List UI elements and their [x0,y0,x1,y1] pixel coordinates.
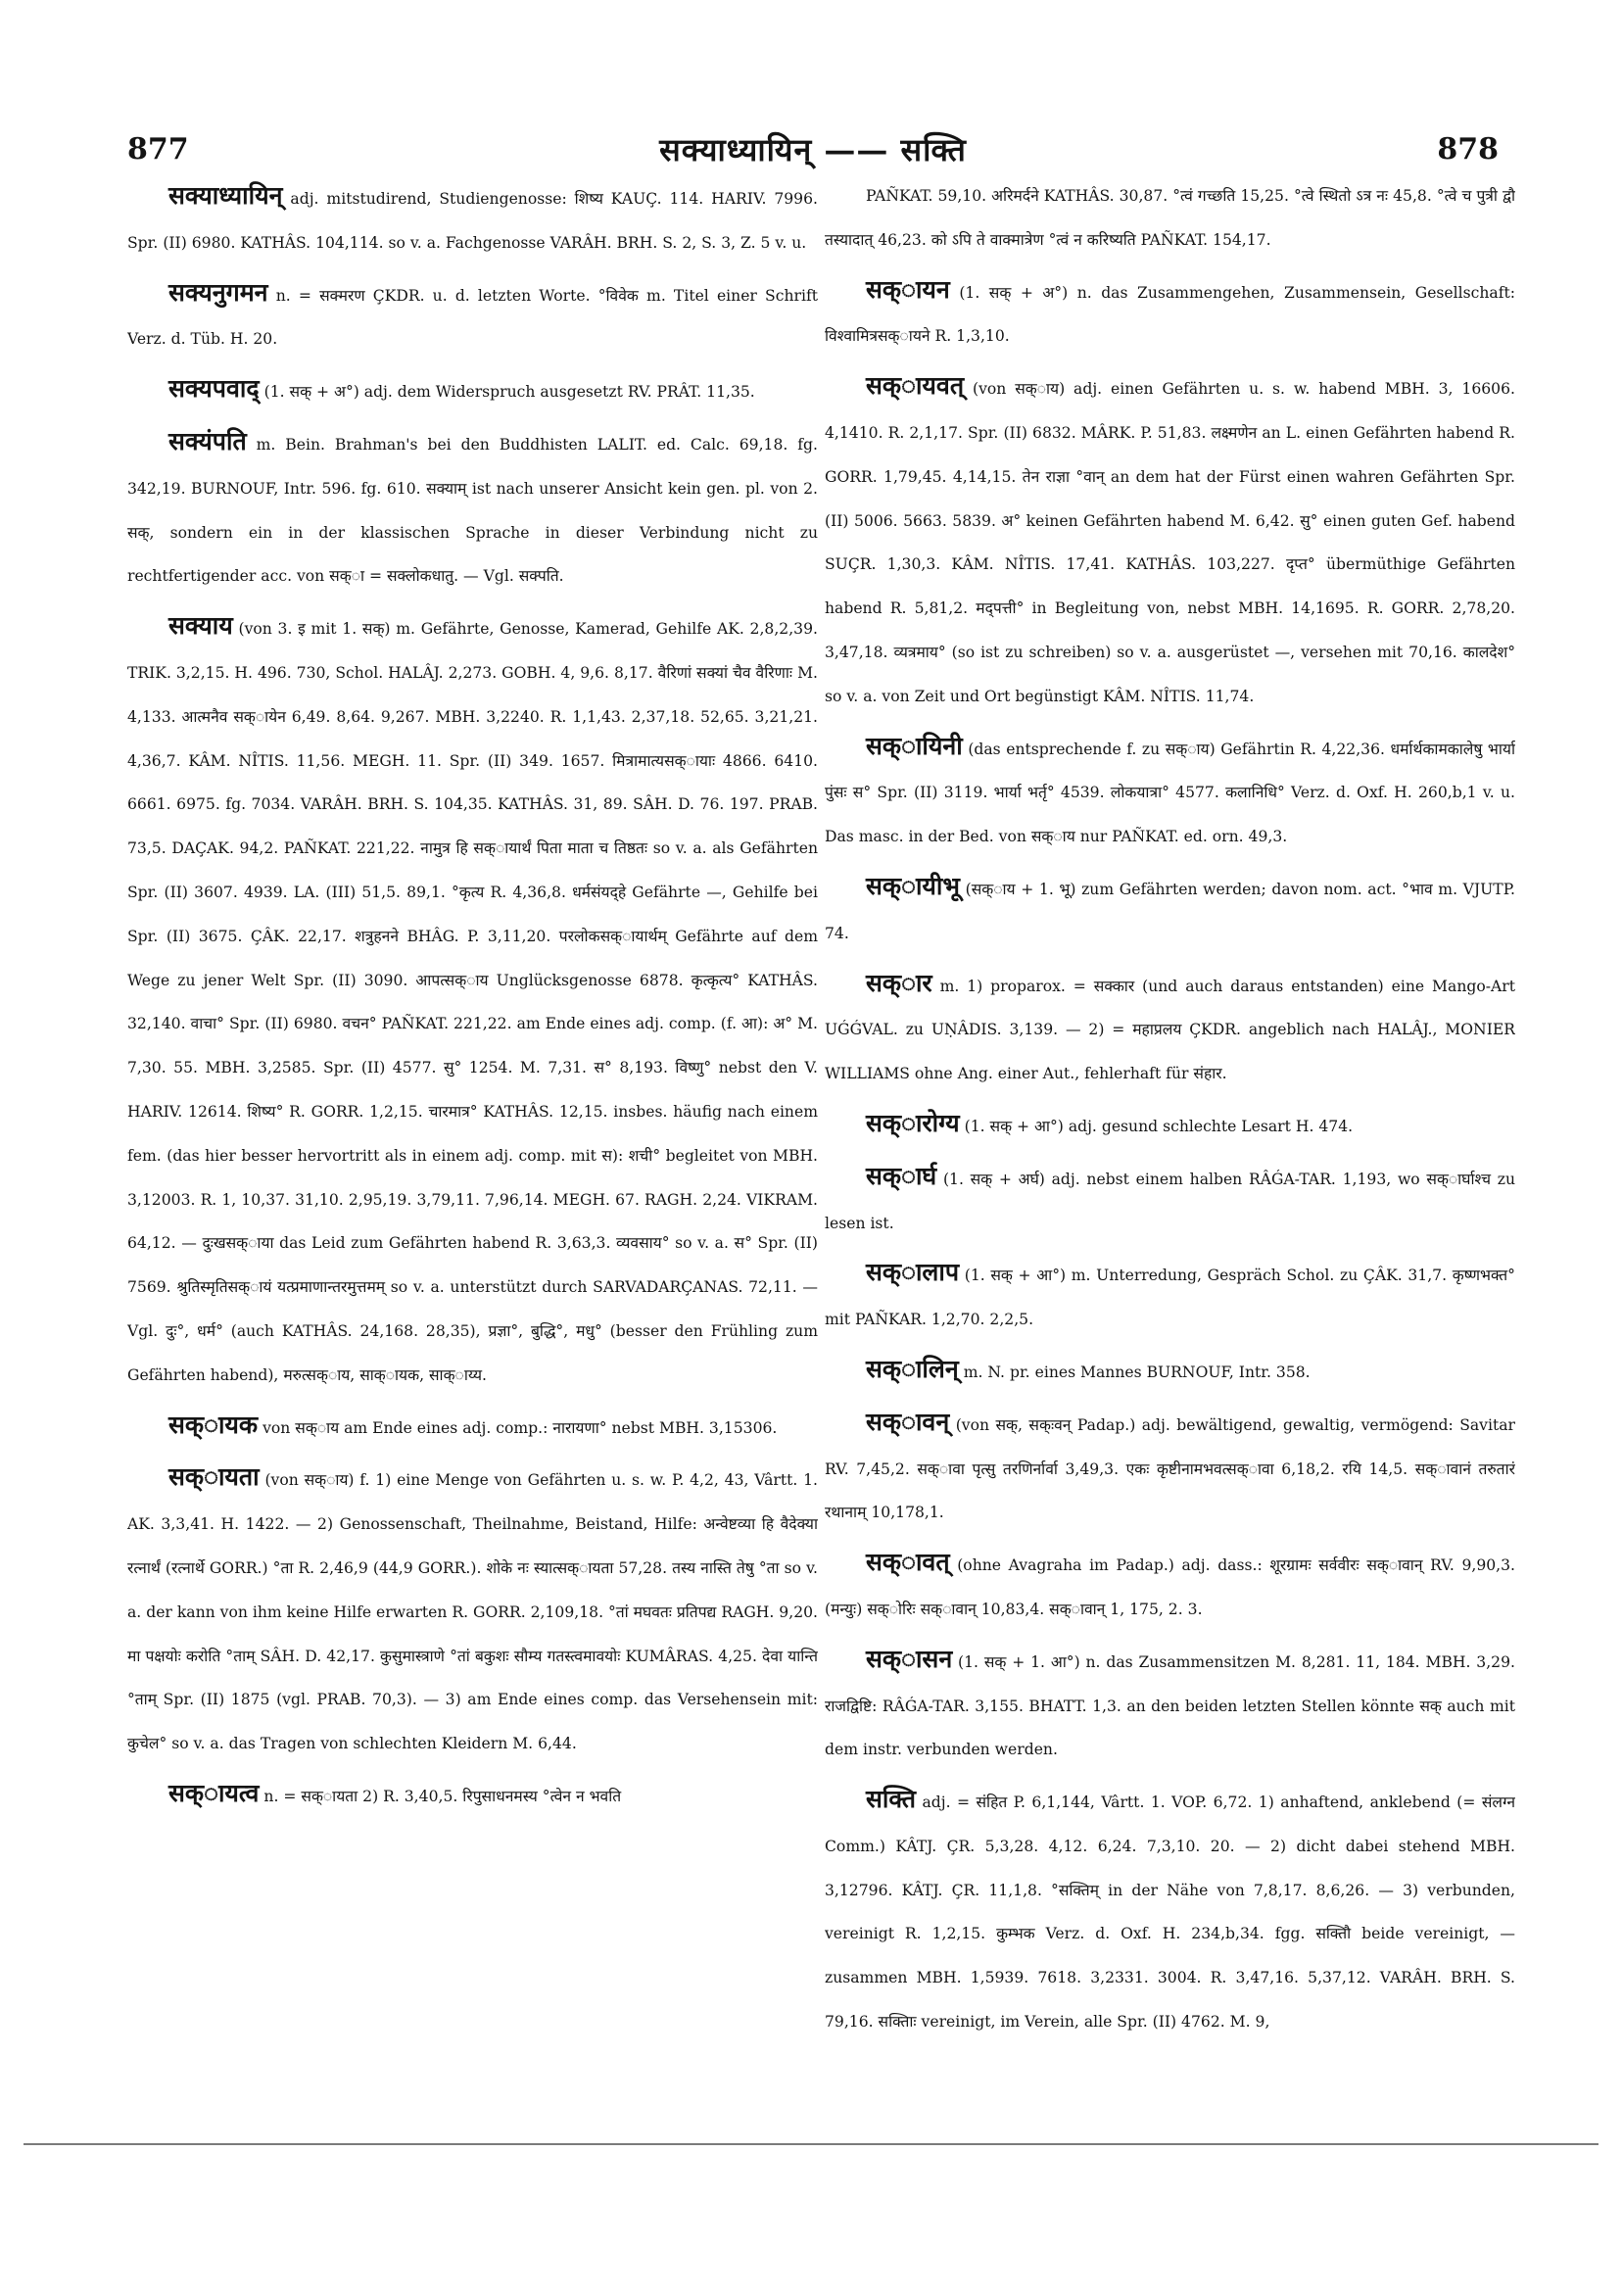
entry-text: adj. = संहित P. 6,1,144, Vârtt. 1. VOP. 6,72. 1) anhaftend, anklebend (= संलग्न Comm.) KÂTJ. ÇR. 5,3,28. 4,12. 6,24. 7,3,10. 20. — 2) dicht dabei stehend MBH. 3,12796. KÂTJ. ÇR. 11,1,8. °सक्तिम् in der Nähe von 7,8,17. 8,6,26. — 3) verbunden, vereinigt R. 1,2,15. कुम्भक Verz. d. Oxf. H. 234,b,34. fgg. सक्तिौ beide vereinigt, — zusammen MBH. 1,5939. 7618. 3,2331. 3004. R. 3,47,16. 5,37,12. VARÂH. BRH. S. 79,16. सक्तिाः vereinigt, im Verein, alle Spr. (II) 4762. M. 9, [825,1794,1515,2032]
dictionary-entry [127,271,818,362]
entry-text: (von सक्ाय) adj. einen Gefährten u. s. w. habend MBH. 3, 16606. 4,1410. R. 2,1,17. Spr. (II) 6832. MÂRK. P. 51,83. लक्ष्मणेन an L. einen Gefährten habend R. GORR. 1,79,45. 4,14,15. तेन राज्ञा °वान् an dem hat der Fürst einen wahren Gefährten Spr. (II) 5006. 5663. 5839. अ° keinen Gefährten habend M. 6,42. सु° einen guten Gef. habend SUÇR. 1,30,3. KÂM. NÎTIS. 17,41. KATHÂS. 103,227. दृप्त° übermüthige Gefährten habend R. 5,81,2. मद्पत्ती° in Begleitung von, nebst MBH. 14,1695. R. GORR. 2,78,20. 3,47,18. व्यत्रमाय° (so ist zu schreiben) so v. a. ausgerüstet —, versehen mit 70,16. कालदेश° so v. a. von Zeit und Ort begünstigt KÂM. NÎTIS. 11,74. [825,380,1515,705]
dictionary-entry [825,725,1515,859]
entry-text: (1. सक् + अर्घ) adj. nebst einem halben RÂǴA-TAR. 1,193, wo सक्ार्घाश्च zu lesen ist. [825,1170,1515,1232]
dictionary-entry [825,1541,1515,1632]
dictionary-entry [825,1638,1515,1772]
entry-text: n. = सक्ायता 2) R. 3,40,5. रिपुसाधनमस्य °त्वेन न भवति [263,1787,622,1805]
entry-headword: सक्ायवत् [866,371,965,401]
entry-headword: सक्ारोग्य [866,1108,960,1137]
entry-headword: सक्ालाप [866,1258,960,1287]
page-header [127,125,1499,172]
entry-headword: सक्याध्यायिन् [168,181,283,210]
entry-text: (1. सक् + अ°) n. das Zusammengehen, Zusammensein, Gesellschaft: विश्वामित्रसक्ायने R. 1,3,10. [825,283,1515,346]
entry-headword: सक्ासन [866,1644,953,1673]
entry-text: (von सक्, सक्ःवन् Padap.) adj. bewältigend, gewaltig, vermögend: Savitar RV. 7,45,2. सक्ावा पृत्सु तरणिर्नार्वा 3,49,3. एकः कृष्टीनामभवत्सक्ावा 6,18,2. रयि 14,5. सक्ावानं तरुतारं रथानाम् 10,178,1. [825,1415,1515,1522]
entry-headword: सक्यपवाद् [168,374,260,404]
dictionary-entry [825,865,1515,956]
dictionary-entry [825,1102,1515,1149]
dictionary-entry [825,962,1515,1096]
dictionary-entry [825,1251,1515,1342]
dictionary-entry [825,1778,1515,2044]
entry-text: m. N. pr. eines Mannes BURNOUF, Intr. 358. [963,1363,1311,1381]
dictionary-entry [127,1404,818,1451]
entry-headword: सक्ायन [866,274,950,304]
entry-headword: सक्ायिनी [866,731,963,760]
entry-headword: सक्ायता [168,1462,260,1492]
left-column [127,174,818,2075]
dictionary-entry [825,268,1515,359]
entry-text: PAÑKAT. 59,10. अरिमर्दने KATHÂS. 30,87. °त्वं गच्छति 15,25. °त्वे स्थितो ऽत्र नः 45,8. °त्वे च पुत्री द्वौ तस्यादात् 46,23. को ऽपि ते वाक्मात्रेण °त्वं न करिष्यति PAÑKAT. 154,17. [825,187,1515,249]
entry-text: n. = सक्मरण ÇKDR. u. d. letzten Worte. °विवेक m. Titel einer Schrift Verz. d. Tüb. H. 20. [127,286,818,349]
entry-headword: सक्ति [866,1785,917,1814]
dictionary-entry [127,1772,818,1819]
entry-headword: सक्ार [866,968,932,997]
entry-text: (सक्ाय + 1. भू) zum Gefährten werden; davon nom. act. °भाव m. VJUTP. 74. [825,880,1515,942]
entry-headword: सक्ालिन् [866,1354,959,1383]
entry-text: (1. सक् + आ°) adj. gesund schlechte Lesart H. 474. [964,1117,1354,1135]
entry-text: m. Bein. Brahman's bei den Buddhisten LALIT. ed. Calc. 69,18. fg. 342,19. BURNOUF, Intr. 596. fg. 610. सक्याम् ist nach unserer Ansicht kein gen. pl. von 2. सक्, sondern ein in der klassischen Sprache in dieser Verbindung nicht zu rechtfertigender acc. von सक्ा = सक्लोकधातु. — Vgl. सक्पति. [127,435,818,586]
entry-text: (das entsprechende f. zu सक्ाय) Gefährtin R. 4,22,36. धर्मार्थकामकालेषु भार्या पुंसः स° Spr. (II) 3119. भार्या भर्तृ° 4539. लोकयात्रा° 4577. कलानिधि° Verz. d. Oxf. H. 260,b,1 v. u. Das masc. in der Bed. von सक्ाय nur PAÑKAT. ed. orn. 49,3. [825,740,1515,846]
entry-text: (1. सक् + अ°) adj. dem Widerspruch ausgesetzt RV. PRÂT. 11,35. [263,383,755,402]
entry-text: m. 1) proparox. = सक्कार (und auch daraus entstanden) eine Mango-Art UǴǴVAL. zu UṆÂDIS. 3,139. — 2) = महाप्रलय ÇKDR. angeblich nach HALÂJ., MONIER WILLIAMS ohne Ang. einer Aut., fehlerhaft für संहार. [825,977,1515,1083]
right-page-number: 878 [1437,131,1499,167]
entry-headword: सक्ायत्व [168,1778,260,1807]
dictionary-entry [127,174,818,265]
dictionary-entry [825,1348,1515,1395]
entry-headword: सक्ावत् [866,1548,950,1577]
footer-rule [24,2143,1598,2145]
dictionary-entry [825,174,1515,263]
entry-headword: सक्ायीभू [866,871,960,900]
entry-text: (ohne Avagraha im Padap.) adj. dass.: शूरग्रामः सर्ववीरः सक्ावान् RV. 9,90,3. (मन्युः) सक्ोरिः सक्ावान् 10,83,4. सक्ावान् 1, 175, 2. 3. [825,1556,1515,1618]
dictionary-entry [825,1155,1515,1246]
entry-text: (1. सक् + आ°) m. Unterredung, Gespräch Schol. zu ÇÂK. 31,7. कृष्णभक्त° mit PAÑKAR. 1,2,70. 2,2,5. [825,1267,1515,1329]
entry-headword: सक्ायक [168,1410,259,1439]
running-title: सक्याध्यायिन् —— सक्ति [659,130,967,168]
dictionary-entry [825,1401,1515,1535]
entry-headword: सक्ावन् [866,1407,950,1436]
entry-text: von सक्ाय am Ende eines adj. comp.: नारायणा° nebst MBH. 3,15306. [262,1418,778,1437]
right-column [825,174,1515,2075]
dictionary-entry [127,604,818,1397]
dictionary-entry [127,420,818,598]
dictionary-entry [825,364,1515,718]
left-page-number: 877 [127,131,189,167]
entry-headword: सक्यनुगमन [168,277,268,307]
dictionary-entry [127,1456,818,1766]
entry-headword: सक्ार्घ [866,1161,937,1190]
entry-text: (von सक्ाय) f. 1) eine Menge von Gefährten u. s. w. P. 4,2, 43, Vârtt. 1. AK. 3,3,41. H. 1422. — 2) Genossenschaft, Theilnahme, Beistand, Hilfe: अन्वेष्टव्या हि वैदेक्या रत्नार्थं (रत्नार्थे GORR.) °ता R. 2,46,9 (44,9 GORR.). शोके नः स्यात्सक्ायता 57,28. तस्य नास्ति तेषु °ता so v. a. der kann von ihm keine Hilfe erwarten R. GORR. 2,109,18. °तां मघवतः प्रतिपद्य RAGH. 9,20. मा पक्षयोः करोति °ताम् SÂH. D. 42,17. कुसुमास्त्राणे °तां बकुशः सौम्य गतस्त्वमावयोः KUMÂRAS. 4,25. देवा यान्ति °ताम् Spr. (II) 1875 (vgl. PRAB. 70,3). — 3) am Ende eines comp. das Versehensein mit: कुचेल° so v. a. das Tragen von schlechten Kleidern M. 6,44. [127,1471,818,1753]
entry-text: adj. mitstudirend, Studiengenosse: शिष्य KAUÇ. 114. HARIV. 7996. Spr. (II) 6980. KATHÂS. 104,114. so v. a. Fachgenosse VARÂH. BRH. S. 2, S. 3, Z. 5 v. u. [127,190,818,252]
entry-text: (von 3. इ mit 1. सक्) m. Gefährte, Genosse, Kamerad, Gehilfe AK. 2,8,2,39. TRIK. 3,2,15. H. 496. 730, Schol. HALÂJ. 2,273. GOBH. 4, 9,6. 8,17. वैरिणां सक्यां चैव वैरिणाः M. 4,133. आत्मनैव सक्ायेन 6,49. 8,64. 9,267. MBH. 3,2240. R. 1,1,43. 2,37,18. 52,65. 3,21,21. 4,36,7. KÂM. NÎTIS. 11,56. MEGH. 11. Spr. (II) 349. 1657. मित्रामात्यसक्ायाः 4866. 6410. 6661. 6975. fg. 7034. VARÂH. BRH. S. 104,35. KATHÂS. 31, 89. SÂH. D. 76. 197. PRAB. 73,5. DAÇAK. 94,2. PAÑKAT. 221,22. नामुत्र हि सक्ायार्थं पिता माता च तिष्ठतः so v. a. als Gefährten Spr. (II) 3607. 4939. LA. (III) 51,5. 89,1. °कृत्य R. 4,36,8. धर्मसंयद्हे Gefährte —, Gehilfe bei Spr. (II) 3675. ÇÂK. 22,17. शत्रुहनने BHÂG. P. 3,11,20. परलोकसक्ायार्थम् Gefährte auf dem Wege zu jener Welt Spr. (II) 3090. आपत्सक्ाय Unglücksgenosse 6878. कृत्कृत्य° KATHÂS. 32,140. वाचा° Spr. (II) 6980. वचन° PAÑKAT. 221,22. am Ende eines adj. comp. (f. आ): अ° M. 7,30. 55. MBH. 3,2585. Spr. (II) 4577. सु° 1254. M. 7,31. स° 8,193. विष्णु° nebst den V. HARIV. 12614. शिष्य° R. GORR. 1,2,15. चारमात्र° KATHÂS. 12,15. insbes. häufig nach einem fem. (das hier besser hervortritt als in einem adj. comp. mit स): शची° begleitet von MBH. 3,12003. R. 1, 10,37. 31,10. 2,95,19. 3,79,11. 7,96,14. MEGH. 67. RAGH. 2,24. VIKRAM. 64,12. — दुःखसक्ाया das Leid zum Gefährten habend R. 3,63,3. व्यवसाय° so v. a. स° Spr. (II) 7569. श्रुतिस्मृतिसक्ायं यत्प्रमाणान्तरमुत्तमम् so v. a. unterstützt durch SARVADARÇANAS. 72,11. — Vgl. दुः°, धर्म° (auch KATHÂS. 24,168. 28,35), प्रज्ञा°, बुद्धि°, मधु° (besser den Frühling zum Gefährten habend), मरुत्सक्ाय, साक्ायक, साक्ाय्य. [127,620,818,1384]
dictionary-entry [127,367,818,414]
entry-headword: सक्यंपति [168,426,247,455]
entry-headword: सक्याय [168,611,233,641]
entry-text: (1. सक् + 1. आ°) n. das Zusammensitzen M. 8,281. 11, 184. MBH. 3,29. राजद्विष्टि: RÂǴA-TAR. 3,155. BHATT. 1,3. an den beiden letzten Stellen könnte सक् auch mit dem instr. verbunden werden. [825,1652,1515,1759]
